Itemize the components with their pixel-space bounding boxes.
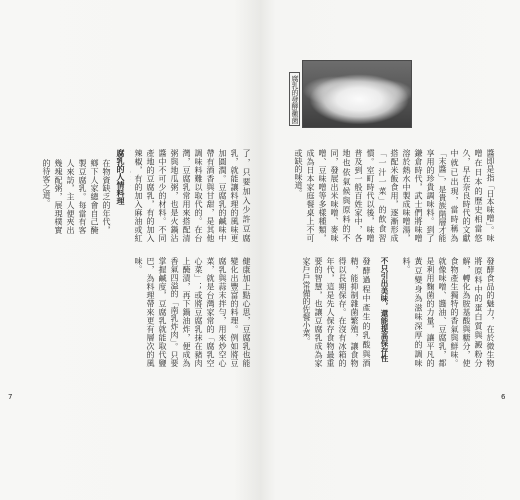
right-lower-paragraph-2: 發酵過程中產生的乳酸與酒精，能抑制雜菌繁殖，讓食物得以長期保存。在沒有冰箱的年代，這是先人保存食物最重要的智慧，也讓豆腐乳成為家家戶戶常備的佐餐小菜。 [302, 257, 371, 367]
right-upper-text-block [290, 149, 496, 242]
photo-caption: 腐乳的發酵黴菌 [289, 72, 300, 126]
section-heading: 腐乳的人情料理 [116, 149, 125, 205]
mold-photo [302, 60, 412, 128]
left-side-text-block [28, 149, 126, 234]
left-lower-paragraph: 健康加上點心思，豆腐乳也能變化出豐富的料理。例如將豆腐乳與蒜末拌勻，用來炒空心菜，就是台灣家常的「腐乳空心菜」；或將豆腐乳抹在豬肉上醃漬，再下鍋油炸，便成為香氣四溢的「南乳炸肉」。只要掌握鹹度，豆腐乳就能取代鹽巴，為料理帶來更有層次的風味。 [134, 257, 251, 367]
left-lower-text-block [130, 257, 252, 367]
right-page [260, 0, 520, 500]
right-lower-paragraph-1: 發酵食品的魅力，在於微生物將原料中的蛋白質與澱粉分解，轉化為胺基酸與糖分，使食物產生獨特的香氣與鮮味。就像味噌、醬油、豆腐乳，都是利用麴菌的力量，讓平凡的黃豆變身為滋味深厚的調味料。 [402, 257, 495, 367]
subsection-heading: 不只引出美味，還能提高保存性 [380, 257, 389, 362]
page-number-left: 7 [8, 393, 13, 401]
right-upper-paragraph: 醬即是指「日本味噌」。味噌在日本的歷史相當悠久，早在奈良時代的文獻中就已出現，當時稱為「末醬」，是貴族階層才能享用的珍貴調味料。到了鎌倉時代，武士們將味噌溶於熱水中製成味噌湯，搭配米飯食用，逐漸形成「一汁一菜」的飲食習慣。室町時代以後，味噌普及到一般百姓家中，各地也依氣候與原料的不同，發展出米味噌、麥味噌、豆味噌等多樣種類，成為日本家庭餐桌上不可或缺的味道。 [294, 149, 495, 242]
left-upper-paragraph: 了，只要加入少許豆腐乳，就能讓料理的風味更加圓潤。豆腐乳的鹹味中帶有酒香與甘甜，是其他調味料難以取代的。在台灣，豆腐乳常用來搭配清粥與地瓜粥，也是火鍋沾醬中不可少的材料。不同產地的豆腐乳，有的加入辣椒，有的加入麻油或紅 [134, 149, 251, 242]
left-upper-text-block [130, 149, 252, 242]
left-side-paragraph: 在物資缺乏的年代，鄉下人家總會自己醃製豆腐乳。每當有客人來訪，主人便夾出幾塊配粥，展現樸實的待客之道。 [42, 159, 111, 234]
page-number-right: 6 [501, 393, 506, 401]
right-lower-text-block [290, 257, 496, 367]
